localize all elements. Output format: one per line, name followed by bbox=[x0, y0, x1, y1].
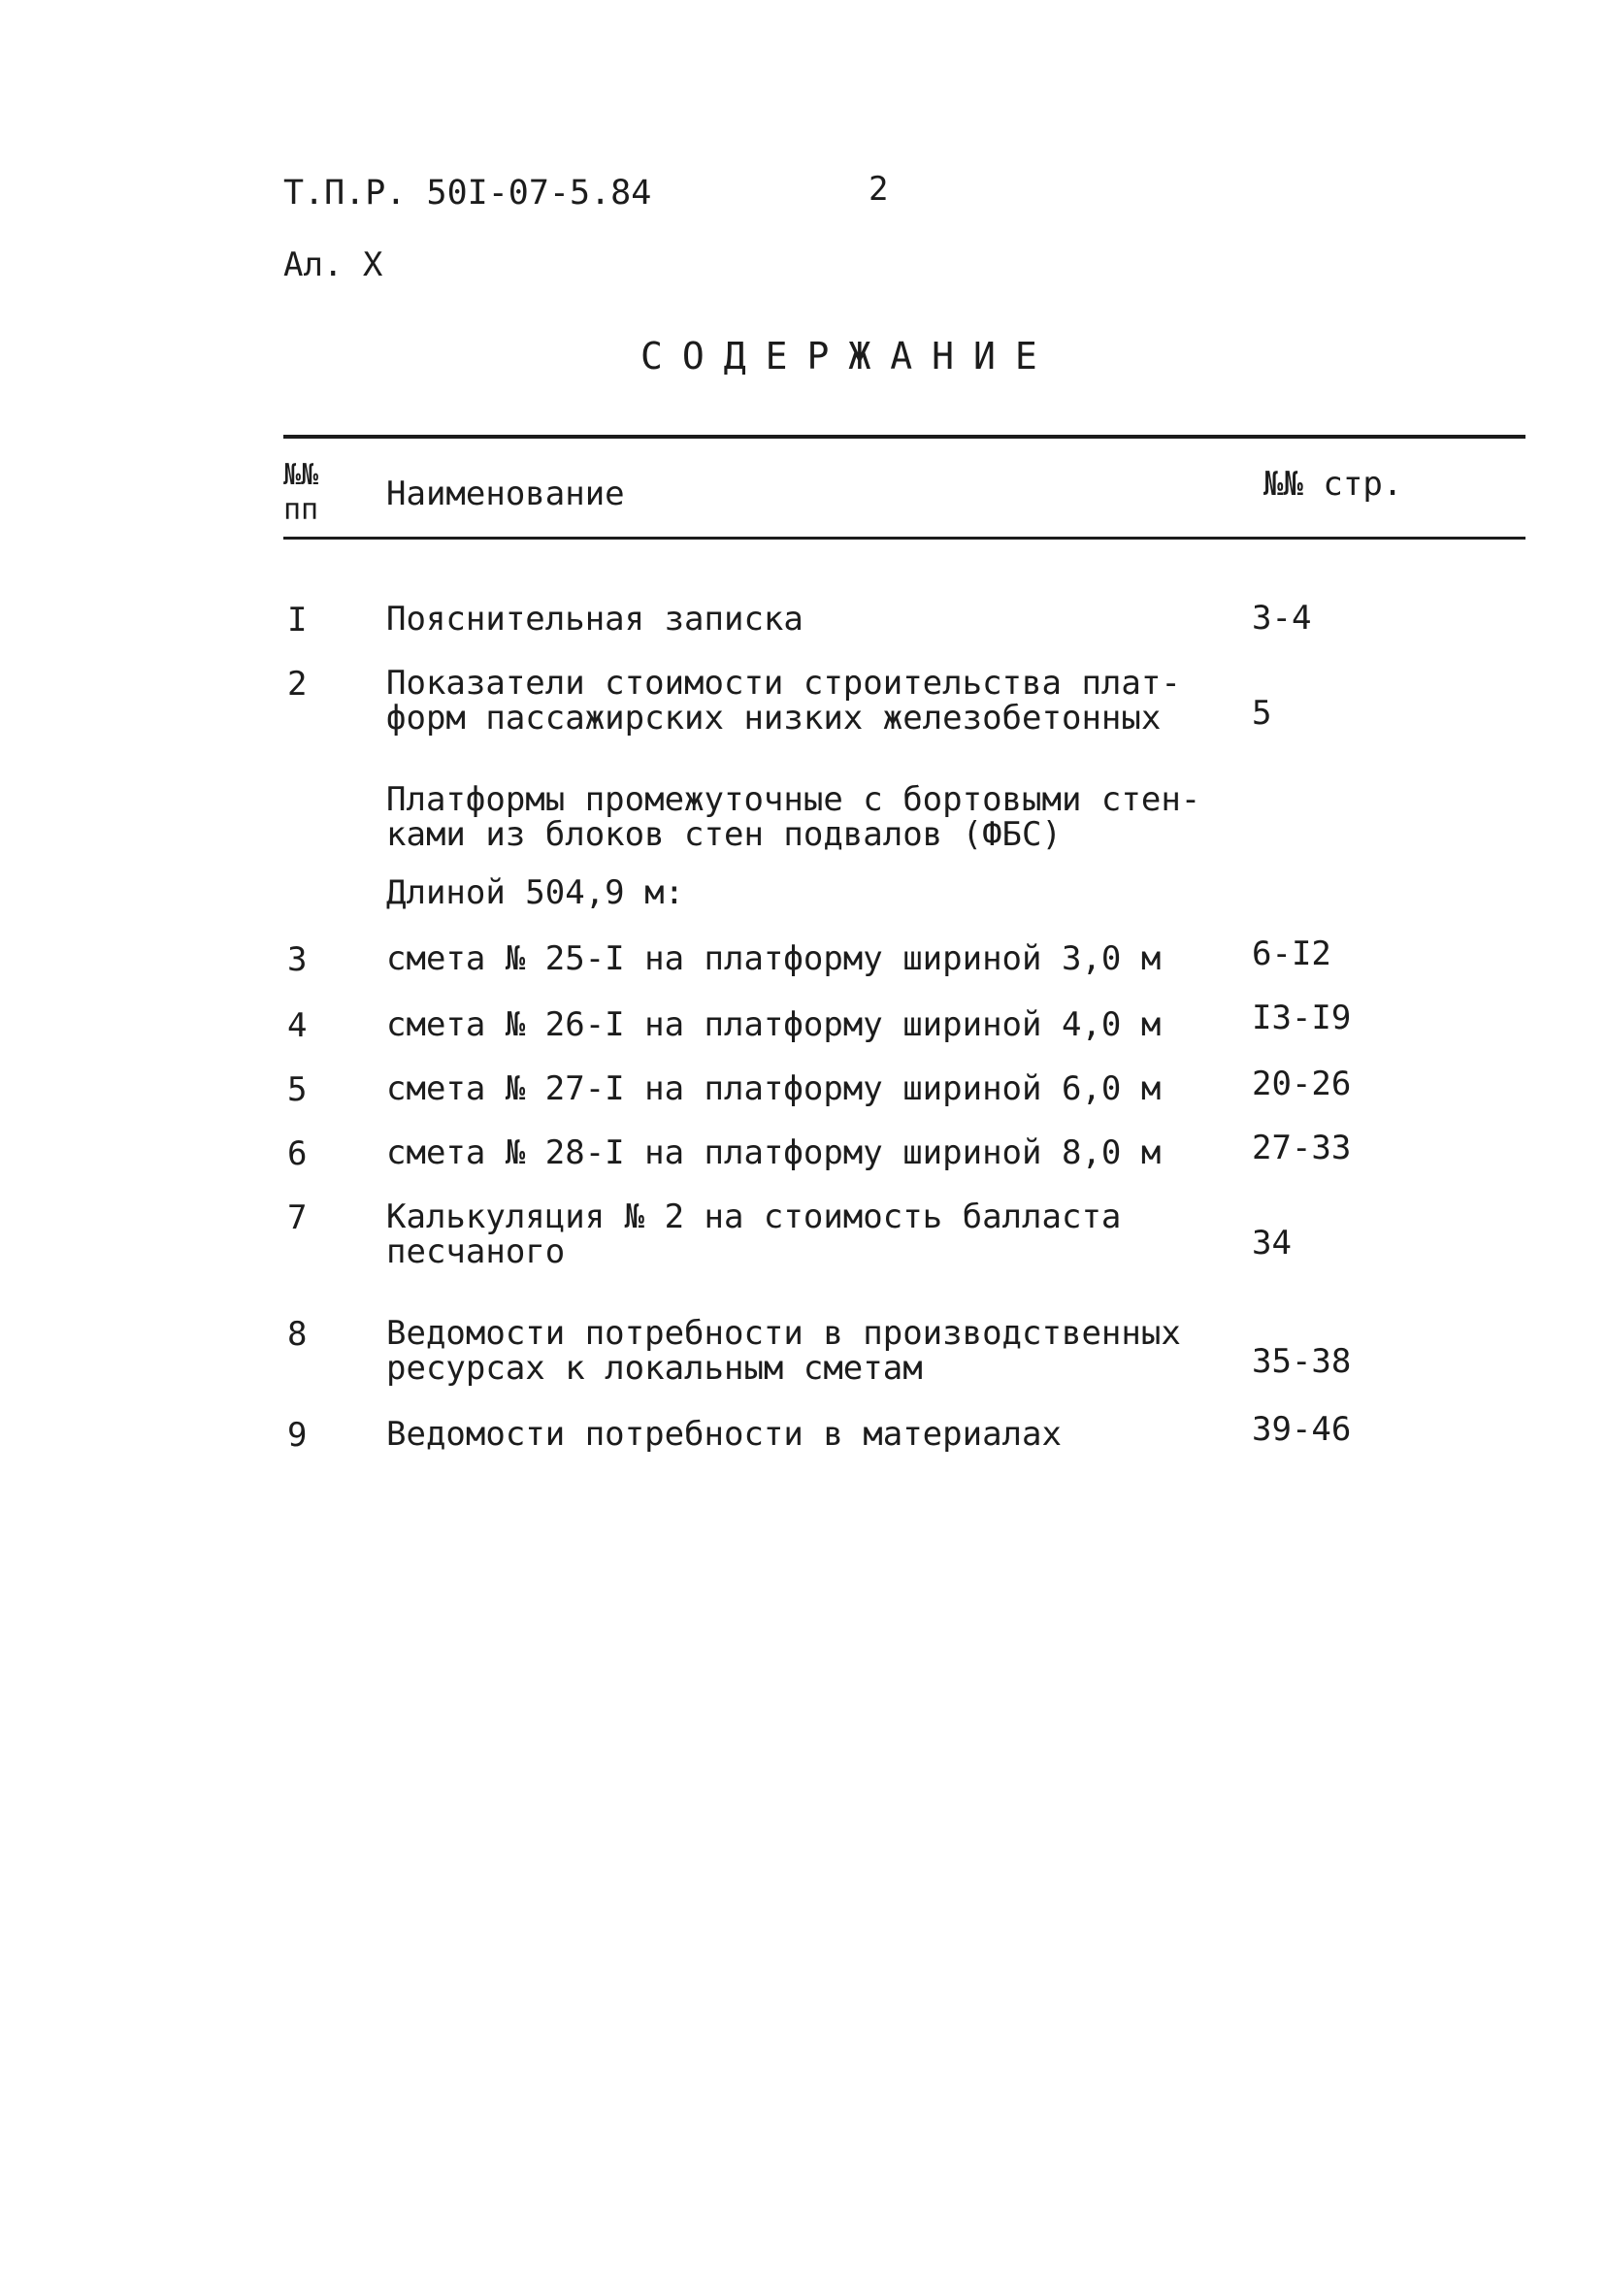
row-number: 7 bbox=[287, 1198, 308, 1237]
column-header-name: Наименование bbox=[386, 475, 625, 513]
row-pages: 20-26 bbox=[1252, 1065, 1352, 1103]
row-number: 3 bbox=[287, 940, 308, 979]
row-number: 9 bbox=[287, 1416, 308, 1455]
row-name: смета № 25-I на платформу шириной 3,0 м bbox=[386, 939, 1162, 978]
row-number: 4 bbox=[287, 1006, 308, 1045]
page-number: 2 bbox=[869, 170, 889, 209]
row-pages: 39-46 bbox=[1252, 1410, 1352, 1449]
row-pages: 34 bbox=[1252, 1224, 1292, 1263]
row-number: 8 bbox=[287, 1315, 308, 1354]
row-name: смета № 27-I на платформу шириной 6,0 м bbox=[386, 1069, 1162, 1108]
row-name: смета № 28-I на платформу шириной 8,0 м bbox=[386, 1133, 1162, 1172]
row-name: Показатели стоимости строительства плат- форм пассажирских низких железобетонных bbox=[386, 664, 1181, 738]
album-label: Ал. X bbox=[283, 246, 383, 284]
row-name: Ведомости потребности в материалах bbox=[386, 1415, 1062, 1454]
page-title: СОДЕРЖАНИЕ bbox=[640, 335, 1057, 377]
section-heading: Платформы промежуточные с бортовыми стен- ками из блоков стен подвалов (ФБС) bbox=[386, 780, 1201, 854]
document-code: Т.П.Р. 50I-07-5.84 bbox=[283, 174, 652, 213]
row-number: 2 bbox=[287, 665, 308, 704]
row-name: смета № 26-I на платформу шириной 4,0 м bbox=[386, 1005, 1162, 1044]
row-pages: 6-I2 bbox=[1252, 935, 1331, 973]
row-pages: 3-4 bbox=[1252, 599, 1312, 638]
row-pages: 5 bbox=[1252, 694, 1272, 733]
table-top-rule bbox=[283, 435, 1525, 439]
row-pages: 27-33 bbox=[1252, 1129, 1352, 1167]
table-header-rule bbox=[283, 537, 1525, 540]
row-name: Пояснительная записка bbox=[386, 600, 804, 639]
column-header-number: №№ пп bbox=[283, 458, 319, 527]
row-number: I bbox=[287, 601, 308, 640]
row-number: 5 bbox=[287, 1070, 308, 1109]
column-header-pages: №№ стр. bbox=[1263, 465, 1403, 504]
row-number: 6 bbox=[287, 1134, 308, 1173]
row-name: Калькуляция № 2 на стоимость балласта песчаного bbox=[386, 1197, 1122, 1271]
row-pages: 35-38 bbox=[1252, 1342, 1352, 1381]
section-subheading: Длиной 504,9 м: bbox=[386, 873, 685, 912]
row-pages: I3-I9 bbox=[1252, 999, 1352, 1037]
row-name: Ведомости потребности в производственных ресурсах к локальным сметам bbox=[386, 1314, 1181, 1388]
